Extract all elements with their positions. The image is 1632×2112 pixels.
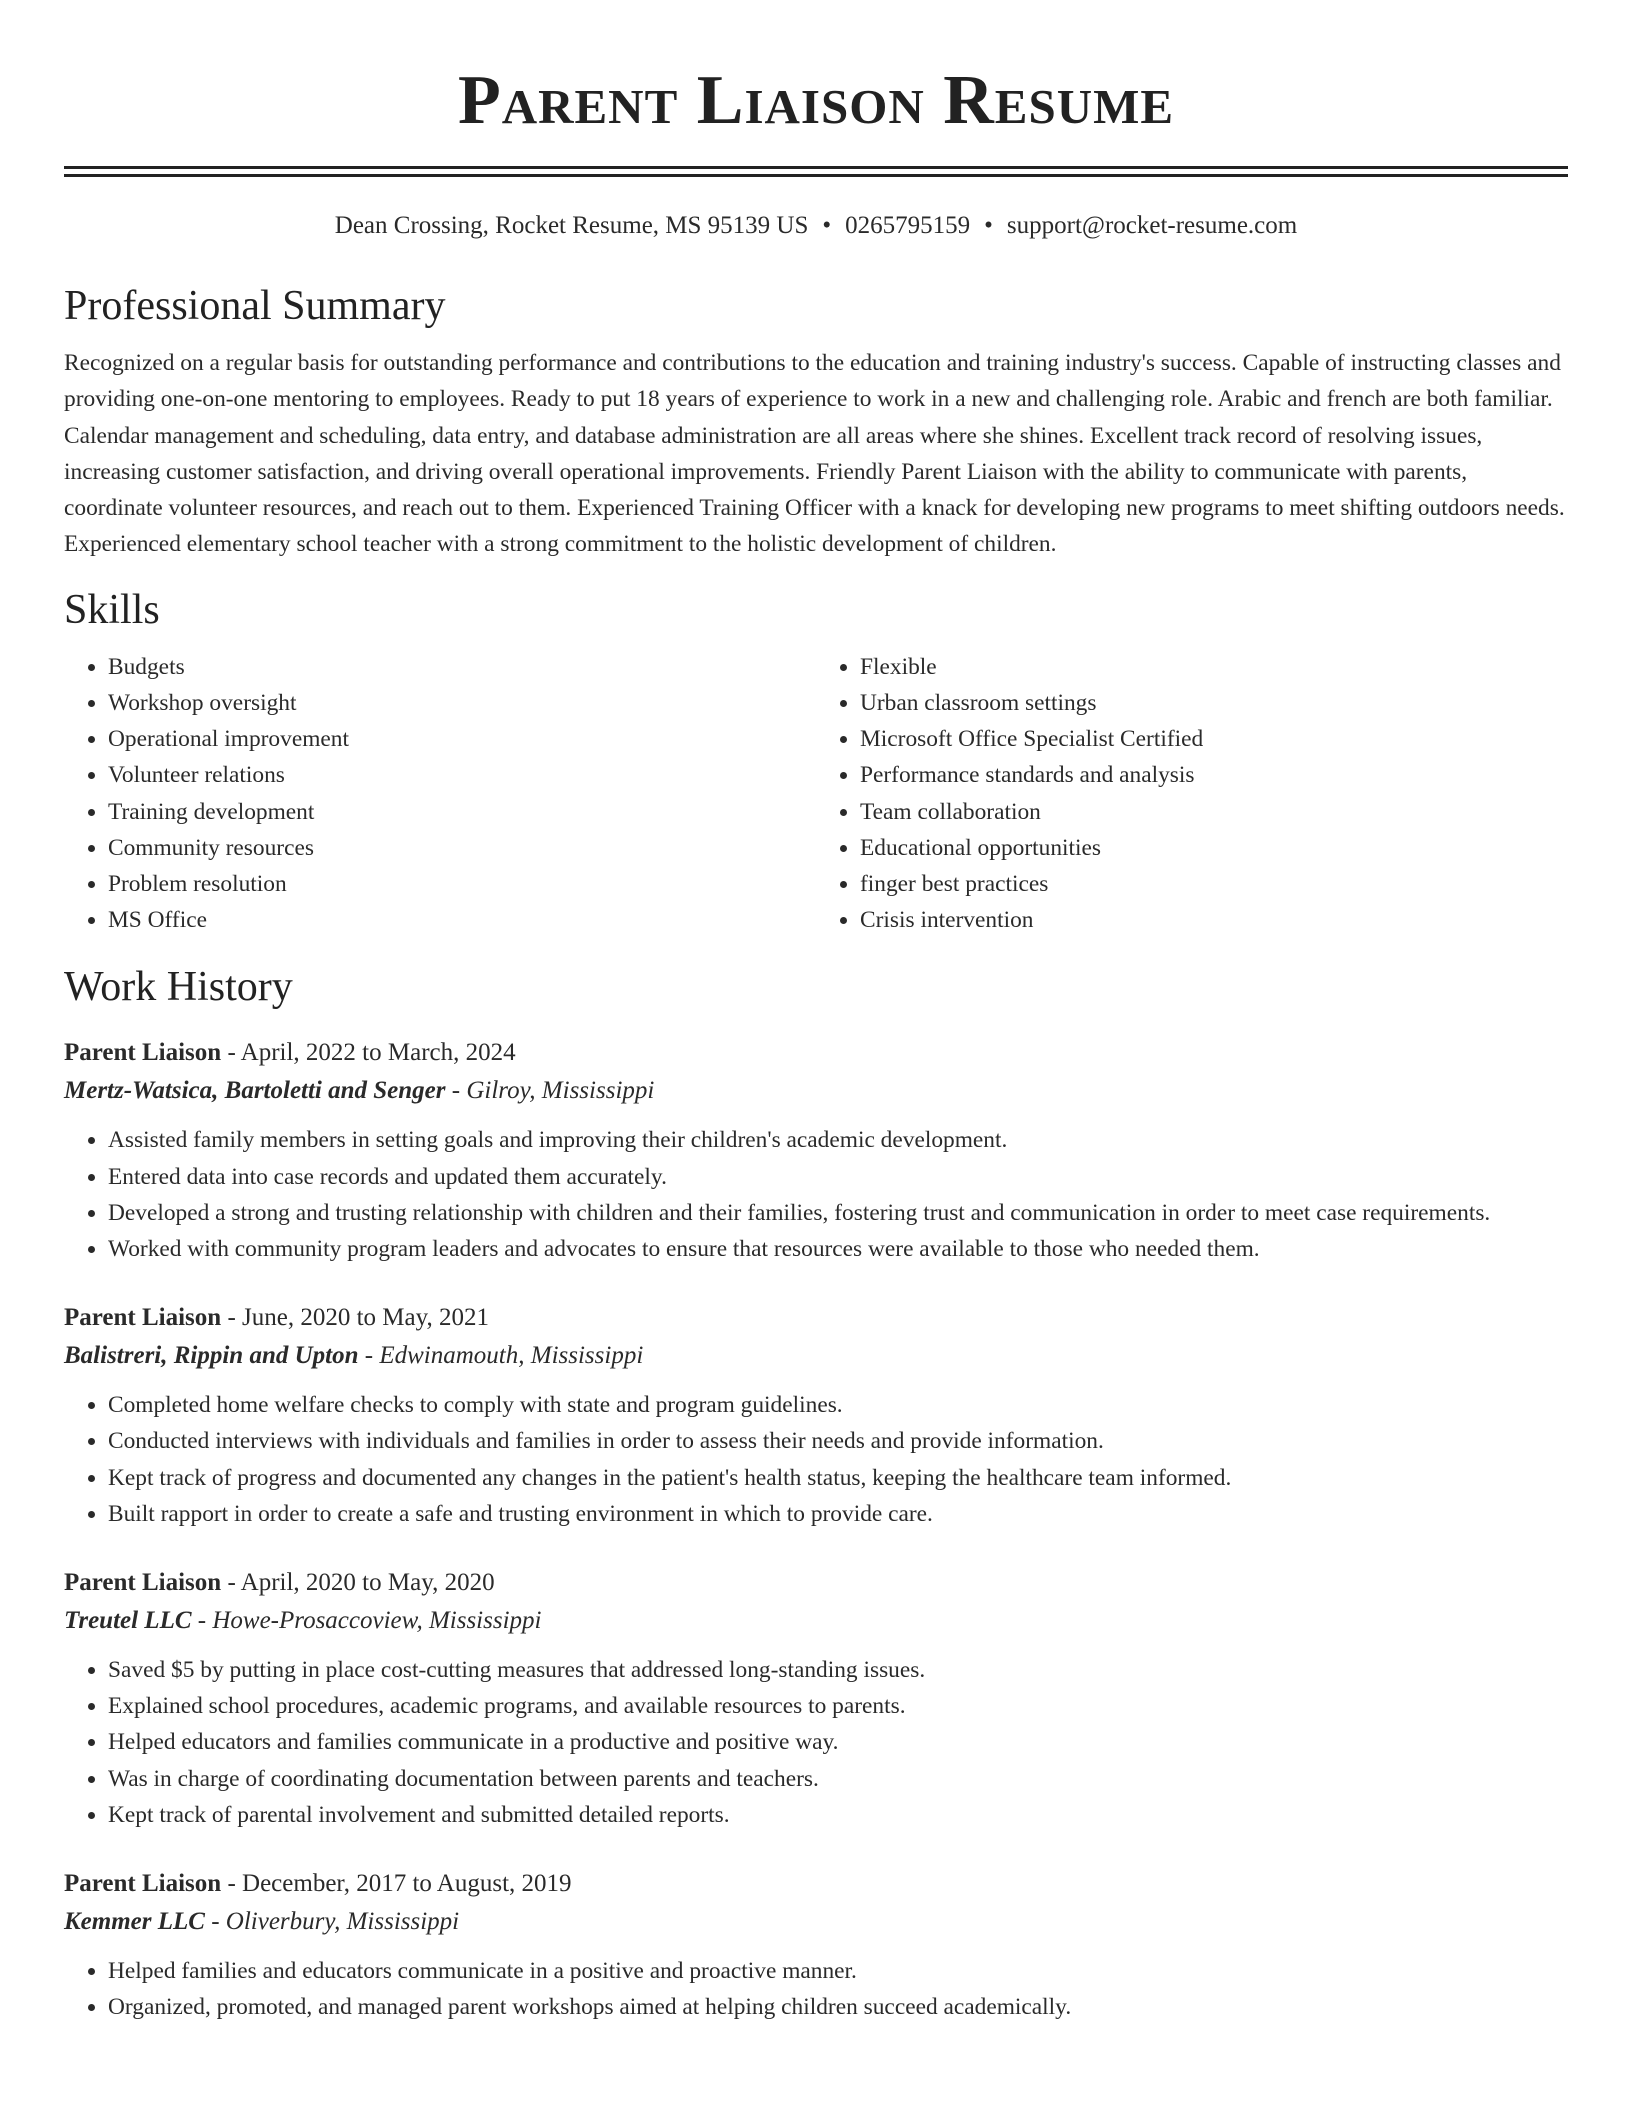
job-duty-item: • Helped educators and families communicate in a productive and positive way. [108,1724,1568,1760]
summary-text: Recognized on a regular basis for outstanding performance and contributions to the education and training industry's success. Capable of instructing classes and providing one-on-one mentoring to employees. Ready to put 18 years of experience to work in a new and challenging role. Arabic and french are both familiar. Calendar management and scheduling, data entry, and database administration are all areas where she shines. Excellent track record of resolving issues, increasing customer satisfaction, and driving overall operational improvements. Friendly Parent Liaison with the ability to communicate with parents, coordinate volunteer resources, and reach out to them. Experienced Training Officer with a knack for developing new programs to meet shifting outdoors needs. Experienced elementary school teacher with a strong commitment to the holistic development of children. [64,350,1565,558]
skill-item: • MS Office [108,902,816,938]
job-entry [64,1865,1568,2025]
skills-list-left [64,649,816,939]
job-company-line [64,1903,1568,1941]
job-company-line [64,1072,1568,1110]
title-divider-thin [64,174,1568,177]
job-location: - Howe-Prosaccoview, Mississippi [191,1607,542,1635]
job-duty-item: • Completed home welfare checks to comply with state and program guidelines. [108,1387,1568,1423]
skill-item: • Volunteer relations [108,757,816,793]
job-duty-item: • Developed a strong and trusting relationship with children and their families, fostering trust and communication in order to meet case requirements. [108,1195,1568,1231]
job-duty-item: • Helped families and educators communicate in a positive and proactive manner. [108,1953,1568,1989]
job-title-line [64,1299,1568,1337]
skill-item: • Crisis intervention [860,902,1568,938]
summary-heading: Professional Summary [64,283,446,329]
skill-item: • Community resources [108,830,816,866]
job-duty-item: • Assisted family members in setting goals and improving their children's academic development. [108,1122,1568,1158]
skill-item: • Performance standards and analysis [860,757,1568,793]
job-dates: - April, 2022 to March, 2024 [221,1039,516,1067]
job-dates: - December, 2017 to August, 2019 [221,1870,572,1898]
job-entry [64,1564,1568,1833]
job-title-line [64,1034,1568,1072]
job-duty-item: • Conducted interviews with individuals and families in order to assess their needs and provide information. [108,1423,1568,1459]
job-company-line [64,1602,1568,1640]
skills-heading: Skills [64,586,160,633]
work-history-heading: Work History [64,964,293,1011]
contact-separator: • [822,212,832,239]
job-dates: - June, 2020 to May, 2021 [221,1304,490,1332]
skill-item: • Urban classroom settings [860,685,1568,721]
job-entry [64,1034,1568,1267]
contact-email: support@rocket-resume.com [1006,212,1298,239]
job-duty-item: • Saved $5 by putting in place cost-cutting measures that addressed long-standing issues. [108,1652,1568,1688]
job-title: Parent Liaison [64,1039,222,1067]
job-title-line [64,1865,1568,1903]
skill-item: • Educational opportunities [860,830,1568,866]
title-divider-thick [64,166,1568,169]
job-duties [64,1953,1568,2025]
job-dates: - April, 2020 to May, 2020 [221,1569,495,1597]
job-duty-item: • Was in charge of coordinating documentation between parents and teachers. [108,1761,1568,1797]
skill-item: • Team collaboration [860,794,1568,830]
job-entry [64,1299,1568,1532]
job-duty-item: • Entered data into case records and updated them accurately. [108,1159,1568,1195]
job-title: Parent Liaison [64,1569,222,1597]
job-duties [64,1122,1568,1267]
job-duty-item: • Organized, promoted, and managed parent workshops aimed at helping children succeed academically. [108,1989,1568,2025]
skill-item: • finger best practices [860,866,1568,902]
skills-columns [64,649,1568,939]
job-duty-item: • Built rapport in order to create a safe and trusting environment in which to provide care. [108,1496,1568,1532]
skill-item: • Problem resolution [108,866,816,902]
skill-item: • Training development [108,794,816,830]
skill-item: • Flexible [860,649,1568,685]
job-title-line [64,1564,1568,1602]
contact-line [64,211,1568,241]
job-duty-item: • Worked with community program leaders and advocates to ensure that resources were available to those who needed them. [108,1231,1568,1267]
job-company: Mertz-Watsica, Bartoletti and Senger [64,1077,446,1105]
job-company: Treutel LLC [64,1607,192,1635]
job-location: - Edwinamouth, Mississippi [358,1342,644,1370]
skill-item: • Budgets [108,649,816,685]
job-title: Parent Liaison [64,1304,222,1332]
job-company: Kemmer LLC [64,1908,205,1936]
resume-title: Parent Liaison Resume [457,62,1175,139]
contact-separator: • [984,212,993,239]
job-title: Parent Liaison [64,1870,222,1898]
job-location: - Gilroy, Mississippi [445,1077,655,1105]
contact-phone: 0265795159 [845,212,971,239]
job-duty-item: • Explained school procedures, academic programs, and available resources to parents. [108,1688,1568,1724]
job-duties [64,1387,1568,1532]
skill-item: • Microsoft Office Specialist Certified [860,721,1568,757]
skill-item: • Workshop oversight [108,685,816,721]
job-company-line [64,1337,1568,1375]
skills-list-right [816,649,1568,939]
job-location: - Oliverbury, Mississippi [204,1908,460,1936]
job-duty-item: • Kept track of progress and documented any changes in the patient's health status, keeping the healthcare team informed. [108,1460,1568,1496]
skill-item: • Operational improvement [108,721,816,757]
job-company: Balistreri, Rippin and Upton [64,1342,359,1370]
job-duty-item: • Kept track of parental involvement and submitted detailed reports. [108,1797,1568,1833]
job-duties [64,1652,1568,1833]
contact-address: Dean Crossing, Rocket Resume, MS 95139 US [334,212,809,239]
